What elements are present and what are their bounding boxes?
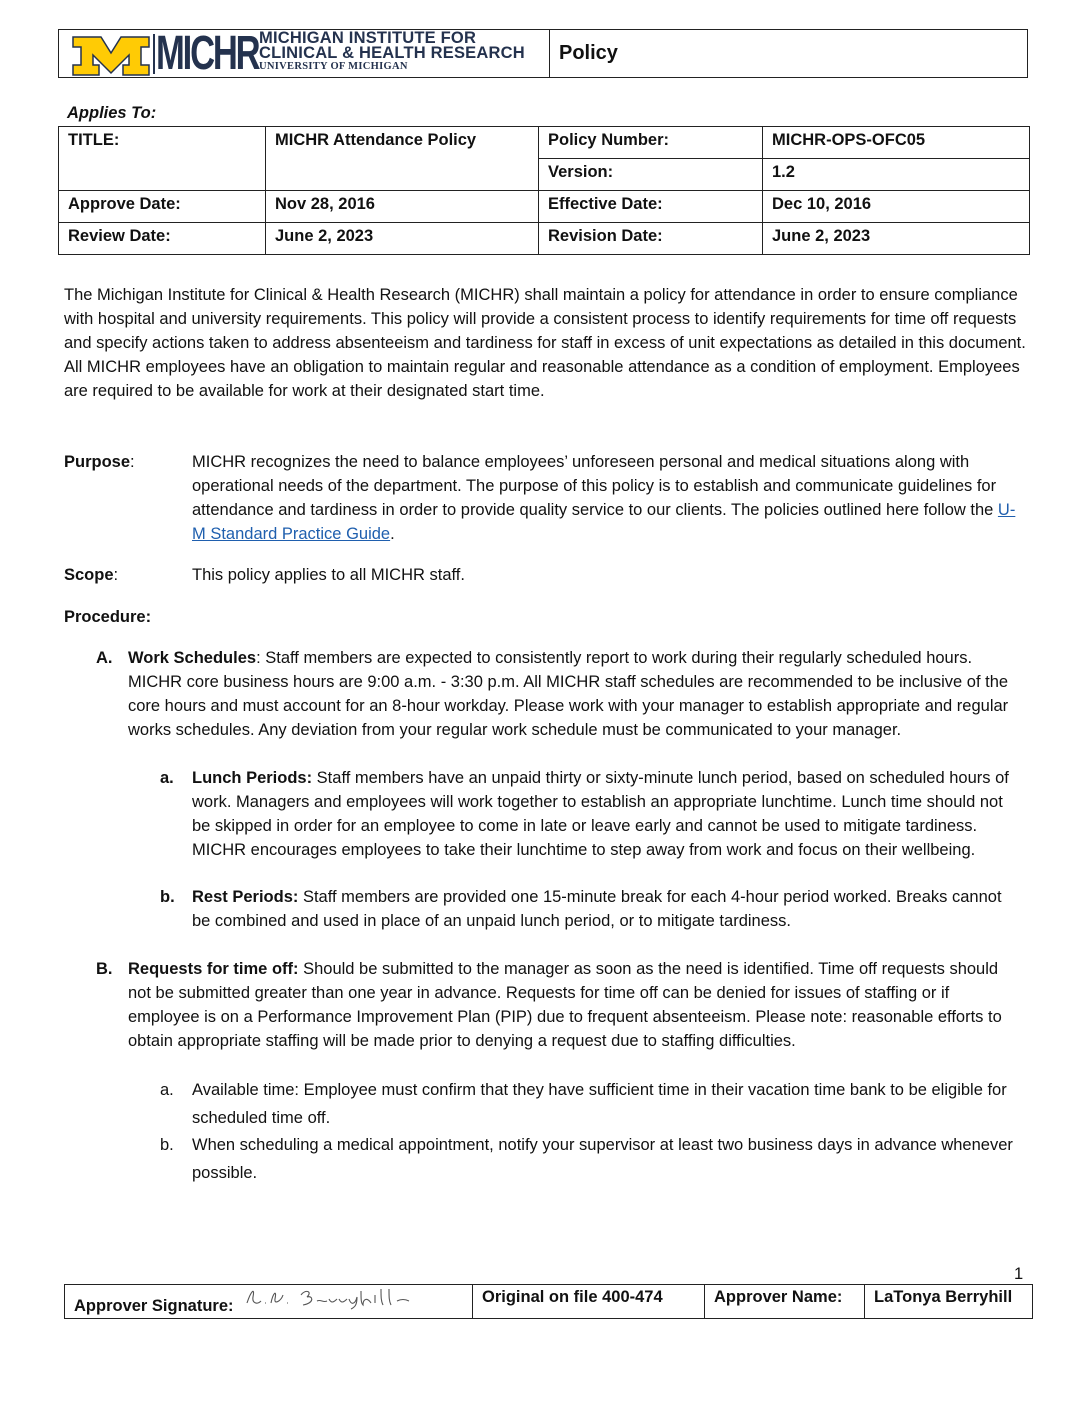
- lunch-periods-text: Staff members have an unpaid thirty or sixty-minute lunch period, based on scheduled hours of work. Managers and employees will work together to establish an appropriate lunchtime. Lunch time should not be skipped in order for an employee to come in late or leave early and cannot be used to mitigate tardiness. MICHR encourages employees to take their lunchtime to step away from work and focus on their wellbeing.: [192, 769, 1009, 859]
- section-a-body: : Staff members are expected to consistently report to work during their regularly scheduled hours. MICHR core business hours are 9:00 a.m. - 3:30 p.m. All MICHR staff schedules are recommended to be inclusive of the core hours and must account for an 8-hour workday. Please work with your manager to establish appropriate and regular works schedules. Any deviation from your regular work schedule must be communicated to your manager.: [128, 649, 1009, 739]
- effective-date-value: Dec 10, 2016: [763, 191, 1030, 223]
- scope-label-text: Scope: [64, 566, 114, 584]
- section-b-item-b-marker: b.: [160, 1136, 174, 1154]
- table-row: [59, 191, 1030, 223]
- logo-line-3: UNIVERSITY OF MICHIGAN: [259, 61, 408, 72]
- original-on-file: Original on file 400-474: [473, 1285, 705, 1319]
- review-date-label: Review Date:: [59, 223, 266, 255]
- purpose-colon: :: [130, 453, 135, 471]
- approve-date-value: Nov 28, 2016: [266, 191, 539, 223]
- michr-logo: [59, 27, 550, 80]
- logo-acronym: MICHR: [156, 27, 259, 80]
- version-label: Version:: [539, 159, 763, 191]
- logo-divider: [153, 34, 155, 74]
- section-b-item-a-marker: a.: [160, 1081, 174, 1099]
- section-a-marker: A.: [96, 649, 113, 667]
- section-a-heading: Work Schedules: [128, 649, 257, 667]
- table-row: [65, 1285, 1033, 1319]
- logo-line-1: MICHIGAN INSTITUTE FOR: [259, 29, 477, 47]
- list-item: When scheduling a medical appointment, notify your supervisor at least two business days in advance whenever possible.: [192, 1136, 1013, 1182]
- rest-periods-heading: Rest Periods:: [192, 888, 299, 906]
- review-date-value: June 2, 2023: [266, 223, 539, 255]
- list-item: [192, 885, 1022, 933]
- revision-date-value: June 2, 2023: [763, 223, 1030, 255]
- policy-number-label: Policy Number:: [539, 127, 763, 159]
- table-row: [59, 223, 1030, 255]
- purpose-text: [192, 450, 1018, 546]
- approve-date-label: Approve Date:: [59, 191, 266, 223]
- section-a-item-b-marker: b.: [160, 888, 175, 906]
- section-b-body: Should be submitted to the manager as soon as the need is identified. Time off requests should not be submitted greater than one year in advance. Requests for time off can be denied for issues of staffing or if employee is on a Performance Improvement Plan (PIP) due to frequent absenteeism. Please note: reasonable efforts to obtain appropriate staffing will be made prior to denying a request due to staffing difficulties.: [128, 960, 1002, 1050]
- list-item: [192, 766, 1022, 862]
- scope-label: [64, 563, 118, 587]
- lunch-periods-heading: Lunch Periods:: [192, 769, 313, 787]
- approval-footer-table: [64, 1284, 1033, 1319]
- scope-text: This policy applies to all MICHR staff.: [192, 566, 465, 584]
- handwritten-signature-icon: [243, 1285, 415, 1311]
- page-number: 1: [1014, 1265, 1024, 1283]
- standard-practice-guide-link[interactable]: U-M Standard Practice Guide: [192, 501, 1016, 543]
- purpose-label-text: Purpose: [64, 453, 131, 471]
- approver-name-value: LaTonya Berryhill: [865, 1285, 1033, 1319]
- intro-paragraph: The Michigan Institute for Clinical & Health Research (MICHR) shall maintain a policy for attendance in order to ensure compliance with hospital and university requirements. This policy will provide a consistent process to identify requirements for time off requests and specify actions taken to address absenteeism and tardiness for staff in excess of unit expectations as detailed in this document. All MICHR employees have an obligation to maintain regular and reasonable attendance as a condition of employment. Employees are required to be available for work at their designated start time.: [64, 286, 1026, 400]
- title-value: MICHR Attendance Policy: [266, 127, 539, 191]
- effective-date-label: Effective Date:: [539, 191, 763, 223]
- logo-wordmark: [259, 31, 525, 73]
- approver-name-label: Approver Name:: [705, 1285, 865, 1319]
- approver-signature-cell: [65, 1285, 473, 1319]
- procedure-label: Procedure:: [64, 608, 152, 626]
- approver-signature-label: Approver Signature:: [74, 1297, 234, 1315]
- applies-to-label: Applies To:: [67, 104, 157, 122]
- purpose-label: [64, 450, 135, 474]
- list-item: Available time: Employee must confirm that they have sufficient time in their vacation time bank to be eligible for scheduled time off.: [192, 1081, 1007, 1127]
- document-header: [58, 29, 1028, 78]
- doc-type-cell: [549, 30, 1027, 77]
- logo-line-2: CLINICAL & HEALTH RESEARCH: [259, 44, 525, 62]
- purpose-text-before: MICHR recognizes the need to balance employees’ unforeseen personal and medical situations along with operational needs of the department. The purpose of this policy is to establish and communicate guidelines for attendance and tardiness in order to provide quality service to our clients. The policies outlined here follow the: [192, 453, 998, 519]
- section-a-text: [128, 646, 1028, 742]
- section-b-heading: Requests for time off:: [128, 960, 299, 978]
- rest-periods-text: Staff members are provided one 15-minute break for each 4-hour period worked. Breaks cannot be combined and used in place of an unpaid lunch period, or to mitigate tardiness.: [192, 888, 1002, 930]
- table-row: [59, 127, 1030, 159]
- revision-date-label: Revision Date:: [539, 223, 763, 255]
- doc-type-label: Policy: [559, 42, 618, 64]
- block-m-logo-icon: [71, 33, 151, 77]
- scope-colon: :: [113, 566, 119, 584]
- section-a-item-a-marker: a.: [160, 769, 174, 787]
- section-b-marker: B.: [96, 960, 113, 978]
- section-b-text: [128, 957, 1020, 1053]
- policy-metadata-table: [58, 126, 1030, 255]
- version-value: 1.2: [763, 159, 1030, 191]
- purpose-text-after: .: [390, 525, 395, 543]
- policy-number-value: MICHR-OPS-OFC05: [763, 127, 1030, 159]
- title-label: TITLE:: [59, 127, 266, 191]
